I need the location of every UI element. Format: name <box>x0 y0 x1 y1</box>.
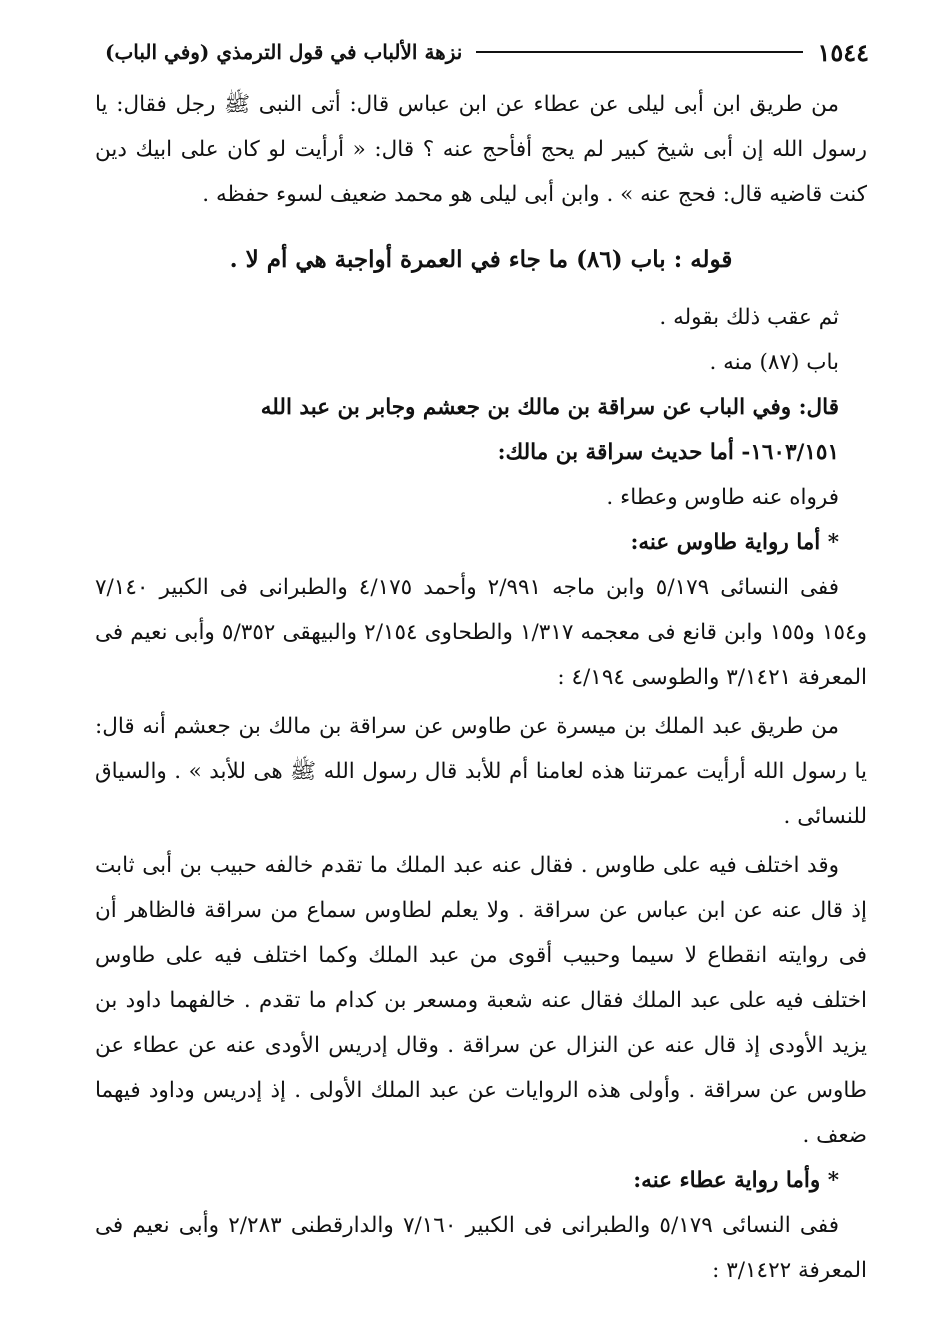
paragraph-ata-sources: ففى النسائى ٥/١٧٩ والطبرانى فى الكبير ٧/١٦٠ والدارقطنى ٢/٢٨٣ وأبى نعيم فى المعرفة ٣/١٤٢٢ : <box>95 1213 867 1283</box>
section-heading: قوله : باب (٨٦) ما جاء في العمرة أواجبة هي أم لا . <box>229 246 733 273</box>
paragraph-chapter-87: باب (٨٧) منه . <box>709 350 839 375</box>
paragraph-abd-al-malik-isnad: من طريق عبد الملك بن ميسرة عن طاوس عن سراقة بن مالك بن جعشم أنه قال: يا رسول الله أرأيت عمرتنا هذه لعامنا أم للأبد قال رسول الله ﷺ هى للأبد » . والسياق للنسائى . <box>95 714 867 829</box>
page-body <box>95 82 867 1293</box>
subheading-ata-narration: * وأما رواية عطاء عنه: <box>633 1168 839 1193</box>
subheading-tawus-narration: * أما رواية طاوس عنه: <box>630 530 839 555</box>
paragraph-disagreement: وقد اختلف فيه على طاوس . فقال عنه عبد الملك ما تقدم خالفه حبيب بن أبى ثابت إذ قال عنه عن ابن عباس عن سراقة . ولا يعلم لطاوس سماع من سراقة فالظاهر أن فى روايته انقطاع لا سيما وحبيب أقوى من عبد الملك وكما اختلف فيه على طاوس اختلف فيه على عبد الملك فقال عنه شعبة ومسعر بن كدام ما تقدم . خالفهما داود بن يزيد الأودى إذ قال عنه عن النزال عن سراقة . وقال إدريس الأودى عنه عن عطاء عن طاوس عن سراقة . وأولى هذه الروايات عن عبد الملك الأولى . إذ إدريس وداود فيهما ضعف . <box>95 853 867 1148</box>
header-rule <box>476 51 803 53</box>
hadith-number-heading: ١٦٠٣/١٥١- أما حديث سراقة بن مالك: <box>497 440 839 465</box>
paragraph-tawus-sources: ففى النسائى ٥/١٧٩ وابن ماجه ٢/٩٩١ وأحمد ٤/١٧٥ والطبرانى فى الكبير ٧/١٤٠ و١٥٤ و١٥٥ وابن قانع فى معجمه ١/٣١٧ والطحاوى ٢/١٥٤ والبيهقى ٥/٣٥٢ وأبى نعيم فى المعرفة ٣/١٤٢١ والطوسى ٤/١٩٤ : <box>95 575 867 690</box>
paragraph-narrators: فرواه عنه طاوس وعطاء . <box>606 485 839 510</box>
paragraph-follow-up: ثم عقب ذلك بقوله . <box>659 305 839 330</box>
paragraph-isnad-ibn-abi-layla: من طريق ابن أبى ليلى عن عطاء عن ابن عباس قال: أتى النبى ﷺ رجل فقال: يا رسول الله إن أبى شيخ كبير لم يحج أفأحج عنه ؟ قال: « أرأيت لو كان على ابيك دين كنت قاضيه قال: فحج عنه » . وابن أبى ليلى هو محمد ضعيف لسوء حفظه . <box>95 92 867 207</box>
page-header <box>105 36 869 68</box>
running-title: نزهة الألباب في قول الترمذي (وفي الباب) <box>105 40 463 64</box>
page-number: ١٥٤٤ <box>817 37 869 67</box>
paragraph-tirmidhi-quote: قال: وفي الباب عن سراقة بن مالك بن جعشم وجابر بن عبد الله <box>260 395 839 420</box>
